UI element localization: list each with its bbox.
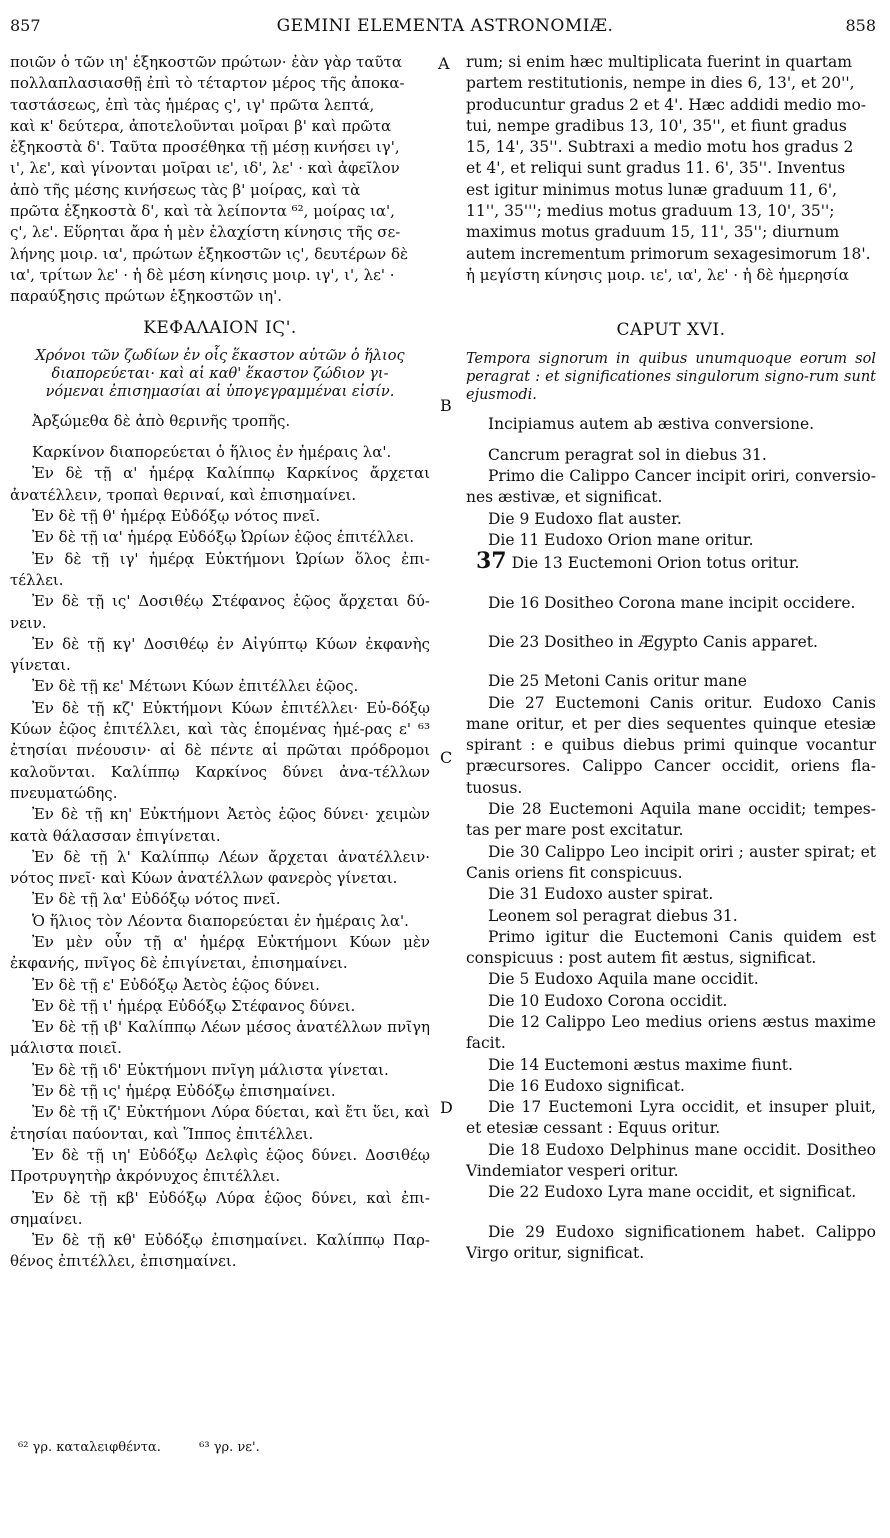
- latin-entry: Die 30 Calippo Leo incipit oriri ; auster spirat; et Canis oriens fit conspicuus.: [466, 842, 876, 882]
- page-number-right: 858: [845, 16, 876, 35]
- latin-entry: Die 16 Dositheo Corona mane incipit occidere.: [488, 593, 856, 612]
- margin-letter-a: A: [438, 54, 450, 73]
- latin-entry: Die 10 Eudoxo Corona occidit.: [488, 991, 728, 1010]
- greek-chapter-heading: ΚΕΦΑΛΑΙΟΝ ΙϚ'.: [143, 317, 297, 338]
- latin-entry: Die 14 Euctemoni æstus maxime fiunt.: [488, 1055, 793, 1074]
- latin-line: maximus motus graduum 15, 11', 35''; diurnum: [466, 223, 840, 242]
- greek-line: ς', λε'. Εὕρηται ἄρα ἡ μὲν ἐλαχίστη κίνησις τῆς σε-: [10, 223, 401, 242]
- running-title: GEMINI ELEMENTA ASTRONOMIÆ.: [276, 16, 614, 36]
- latin-line: rum; si enim hæc multiplicata fuerint in quartam: [466, 53, 852, 71]
- footnote: ⁶² γρ. καταλειφθέντα.: [18, 1440, 161, 1455]
- latin-entry-text: Die 13 Euctemoni Orion totus oritur.: [511, 554, 800, 573]
- latin-entry: Leonem sol peragrat diebus 31.: [488, 906, 738, 925]
- greek-entry: Ἐν δὲ τῇ θ' ἡμέρᾳ Εὐδόξῳ νότος πνεῖ.: [32, 507, 321, 526]
- greek-entry: Ἐν δὲ τῇ κε' Μέτωνι Κύων ἐπιτέλλει ἑῷος.: [32, 677, 359, 696]
- footnote: ⁶³ γρ. νε'.: [199, 1440, 260, 1455]
- latin-chapter-heading: CAPUT XVI.: [616, 320, 726, 341]
- greek-line: ἑξηκοστὰ δ'. Ταῦτα προσέθηκα τῇ μέσῃ κινήσει ιγ',: [10, 138, 400, 157]
- greek-line: παραύξησις πρώτων ἑξηκοστῶν ιη'.: [10, 287, 283, 306]
- section-number: 37: [476, 548, 507, 575]
- latin-entry: [466, 548, 876, 575]
- margin-letter-c: C: [440, 748, 453, 767]
- latin-line: est igitur minimus motus lunæ graduum 11, 6',: [466, 180, 838, 199]
- latin-chapter-subtitle: Tempora signorum in quibus unumquoque eorum sol peragrat : et significationes singulorum signo-rum sunt ejusmodi.: [466, 350, 876, 403]
- greek-entry: Ἐν δὲ τῇ κθ' Εὐδόξῳ ἐπισημαίνει. Καλίππῳ Παρ-θένος ἐπιτέλλει, ἐπισημαίνει.: [10, 1231, 430, 1271]
- latin-entry: Die 11 Eudoxo Orion mane oritur.: [488, 531, 754, 550]
- greek-entry: Ἐν δὲ τῇ λα' Εὐδόξῳ νότος πνεῖ.: [32, 890, 281, 909]
- latin-intro: Incipiamus autem ab æstiva conversione.: [488, 414, 815, 433]
- greek-entry: Ἐν δὲ τῇ κγ' Δοσιθέῳ ἐν Αἰγύπτῳ Κύων ἐκφανὴς γίνεται.: [10, 634, 430, 675]
- page-number-left: 857: [10, 16, 41, 35]
- latin-line: 15, 14', 35''. Subtraxi a medio motu hos gradus 2: [466, 138, 854, 157]
- latin-column: [466, 52, 876, 1264]
- greek-entry: Ἐν δὲ τῇ κζ' Εὐκτήμονι Κύων ἐπιτέλλει· Εὐ-δόξῳ Κύων ἑῷος ἐπιτέλλει, καὶ τὰς ἑπομένας ἡμέ-ρας ε' ⁶³ ἐτησίαι πνέουσιν· αἱ δὲ πέντε αἱ πρῶται πρόδρομοι καλοῦνται. Καλίππῳ Καρκίνος δύνει ἀνα-τέλλων πνευματώδης.: [10, 698, 430, 802]
- latin-entry: Die 18 Eudoxo Delphinus mane occidit. Dositheo Vindemiator vesperi oritur.: [466, 1140, 876, 1181]
- latin-entry: Die 29 Eudoxo significationem habet. Calippo Virgo oritur, significat.: [466, 1222, 876, 1262]
- latin-entry: Die 12 Calippo Leo medius oriens æstus maxime facit.: [466, 1012, 876, 1053]
- greek-entry: Ἐν δὲ τῇ ιγ' ἡμέρᾳ Εὐκτήμονι Ὠρίων ὅλος ἐπι-τέλλει.: [10, 549, 430, 589]
- greek-entry: Ἐν δὲ τῇ ε' Εὐδόξῳ Ἀετὸς ἑῷος δύνει.: [32, 975, 320, 994]
- running-header: [0, 16, 890, 42]
- greek-entry: Ἐν δὲ τῇ κη' Εὐκτήμονι Ἀετὸς ἑῷος δύνει· χειμὼν κατὰ θάλασσαν ἐπιγίνεται.: [10, 805, 430, 845]
- greek-entry: Ἐν δὲ τῇ ια' ἡμέρᾳ Εὐδόξῳ Ὠρίων ἑῷος ἐπιτέλλει.: [32, 528, 415, 547]
- greek-line: ἀπὸ τῆς μέσης κινήσεως τὰς β' μοίρας, καὶ τὰ: [10, 180, 361, 199]
- latin-entry: Die 9 Eudoxo flat auster.: [488, 509, 682, 528]
- greek-line: ποιῶν ὁ τῶν ιη' ἑξηκοστῶν πρώτων· ἐὰν γὰρ ταῦτα: [10, 53, 403, 71]
- latin-entry: Die 16 Eudoxo significat.: [488, 1076, 685, 1095]
- greek-entry: Ἐν δὲ τῇ κβ' Εὐδόξῳ Λύρα ἑῷος δύνει, καὶ ἐπι-σημαίνει.: [10, 1188, 430, 1228]
- greek-entry: Ἐν δὲ τῇ ιη' Εὐδόξῳ Δελφὶς ἑῷος δύνει. Δοσιθέῳ Προτρυγητὴρ ἀκρόνυχος ἐπιτέλλει.: [10, 1145, 430, 1186]
- footnotes: [18, 1440, 438, 1455]
- greek-entry: Ἐν δὲ τῇ ιζ' Εὐκτήμονι Λύρα δύεται, καὶ ἔτι ὕει, καὶ ἐτησίαι παύονται, καὶ Ἵππος ἐπιτέλλει.: [10, 1103, 430, 1143]
- latin-line: partem restitutionis, nempe in dies 6, 13', et 20'',: [466, 74, 855, 93]
- margin-letter-b: B: [440, 396, 452, 415]
- latin-entry: Die 25 Metoni Canis oritur mane: [488, 672, 747, 691]
- greek-line: καὶ κ' δεύτερα, ἀποτελοῦνται μοῖραι β' καὶ πρῶτα: [10, 116, 392, 135]
- latin-entry: Die 27 Euctemoni Canis oritur. Eudoxo Canis mane oritur, et per dies sequentes quinque etesiæ spirant : e quibus diebus primi quinque vocantur præcursores. Calippo Cancer occidit, oriens fla-tuosus.: [466, 693, 876, 797]
- latin-line: et 4', et reliqui sunt gradus 11. 6', 35''. Inventus: [466, 159, 846, 178]
- greek-entry: Ἐν δὲ τῇ ις' Δοσιθέῳ Στέφανος ἑῷος ἄρχεται δύ-νειν.: [10, 592, 430, 632]
- greek-intro: Ἀρξώμεθα δὲ ἀπὸ θερινῆς τροπῆς.: [32, 411, 291, 430]
- greek-entry: Ἐν δὲ τῇ ιδ' Εὐκτήμονι πνῖγη μάλιστα γίνεται.: [32, 1060, 389, 1079]
- latin-entry: Die 22 Eudoxo Lyra mane occidit, et significat.: [488, 1183, 857, 1202]
- greek-entry: Ἐν δὲ τῇ α' ἡμέρᾳ Καλίππῳ Καρκίνος ἄρχεται ἀνατέλλειν, τροπαὶ θεριναί, καὶ ἐπισημαίνει.: [10, 464, 430, 504]
- latin-entry: Die 31 Eudoxo auster spirat.: [488, 885, 714, 904]
- greek-entry: Ἐν δὲ τῇ ι' ἡμέρᾳ Εὐδόξῳ Στέφανος δύνει.: [32, 996, 356, 1015]
- latin-entry: Die 17 Euctemoni Lyra occidit, et insuper pluit, et etesiæ cessant : Equus oritur.: [466, 1098, 876, 1138]
- greek-line: ταστάσεως, ἐπὶ τὰς ἡμέρας ς', ιγ' πρῶτα λεπτά,: [10, 95, 375, 114]
- greek-line: ι', λε', καὶ γίνονται μοῖραι ιε', ιδ', λε' · καὶ ἀφεῖλον: [10, 159, 400, 178]
- latin-entry: Primo igitur die Euctemoni Canis quidem est conspicuus : post autem fit æstus, significat.: [466, 927, 876, 968]
- greek-entry: Καρκίνον διαπορεύεται ὁ ἥλιος ἐν ἡμέραις λα'.: [32, 443, 392, 462]
- greek-line: πρῶτα ἑξηκοστὰ δ', καὶ τὰ λείποντα ⁶², μοίρας ια',: [10, 202, 395, 221]
- greek-line: ια', τρίτων λε' · ἡ δὲ μέση κίνησις μοιρ. ιγ', ι', λε' ·: [10, 265, 395, 284]
- greek-entry: Ἐν δὲ τῇ λ' Καλίππῳ Λέων ἄρχεται ἀνατέλλειν· νότος πνεῖ· καὶ Κύων ἀνατέλλων φανερὸς γίνεται.: [10, 847, 430, 888]
- latin-line: tui, nempe gradibus 13, 10', 35'', et fiunt gradus: [466, 116, 847, 135]
- latin-entry: Die 5 Eudoxo Aquila mane occidit.: [488, 970, 759, 989]
- greek-chapter-subtitle: Χρόνοι τῶν ζωδίων ἐν οἷς ἕκαστον αὐτῶν ὁ ἥλιος διαπορεύεται· καὶ αἱ καθ' ἕκαστον ζώδιον γι-νόμεναι ἐπισημασίαι αἱ ὑπογεγραμμέναι εἰσίν.: [35, 347, 405, 400]
- greek-entry: Ἐν μὲν οὖν τῇ α' ἡμέρᾳ Εὐκτήμονι Κύων μὲν ἐκφανής, πνῖγος δὲ ἐπιγίνεται, ἐπισημαίνει.: [10, 932, 430, 973]
- latin-line: autem incrementum primorum sexagesimorum 18'.: [466, 244, 871, 263]
- latin-line: producuntur gradus 2 et 4'. Hæc addidi medio mo-: [466, 95, 867, 114]
- latin-entry: Die 23 Dositheo in Ægypto Canis apparet.: [488, 632, 818, 651]
- greek-entry: Ὁ ἥλιος τὸν Λέοντα διαπορεύεται ἐν ἡμέραις λα'.: [32, 911, 409, 930]
- latin-line: 11'', 35'''; medius motus graduum 13, 10', 35'';: [466, 202, 835, 221]
- greek-column: [10, 52, 430, 1273]
- latin-entry: Cancrum peragrat sol in diebus 31.: [488, 445, 767, 464]
- latin-entry: Primo die Calippo Cancer incipit oriri, conversio-nes æstivæ, et significat.: [466, 467, 876, 507]
- greek-entry: Ἐν δὲ τῇ ις' ἡμέρᾳ Εὐδόξῳ ἐπισημαίνει.: [32, 1082, 336, 1101]
- greek-overflow-line: ἡ μεγίστη κίνησις μοιρ. ιε', ια', λε' · ἡ δὲ ἡμερησία: [466, 265, 849, 284]
- greek-line: λήνης μοιρ. ια', πρώτων ἑξηκοστῶν ις', δευτέρων δὲ: [10, 244, 409, 263]
- greek-entry: Ἐν δὲ τῇ ιβ' Καλίππῳ Λέων μέσος ἀνατέλλων πνῖγη μάλιστα ποιεῖ.: [10, 1018, 430, 1058]
- latin-entry: Die 28 Euctemoni Aquila mane occidit; tempes-tas per mare post excitatur.: [466, 800, 876, 840]
- greek-line: πολλαπλασιασθῇ ἐπὶ τὸ τέταρτον μέρος τῆς ἀποκα-: [10, 74, 405, 93]
- margin-letter-d: D: [440, 1098, 453, 1117]
